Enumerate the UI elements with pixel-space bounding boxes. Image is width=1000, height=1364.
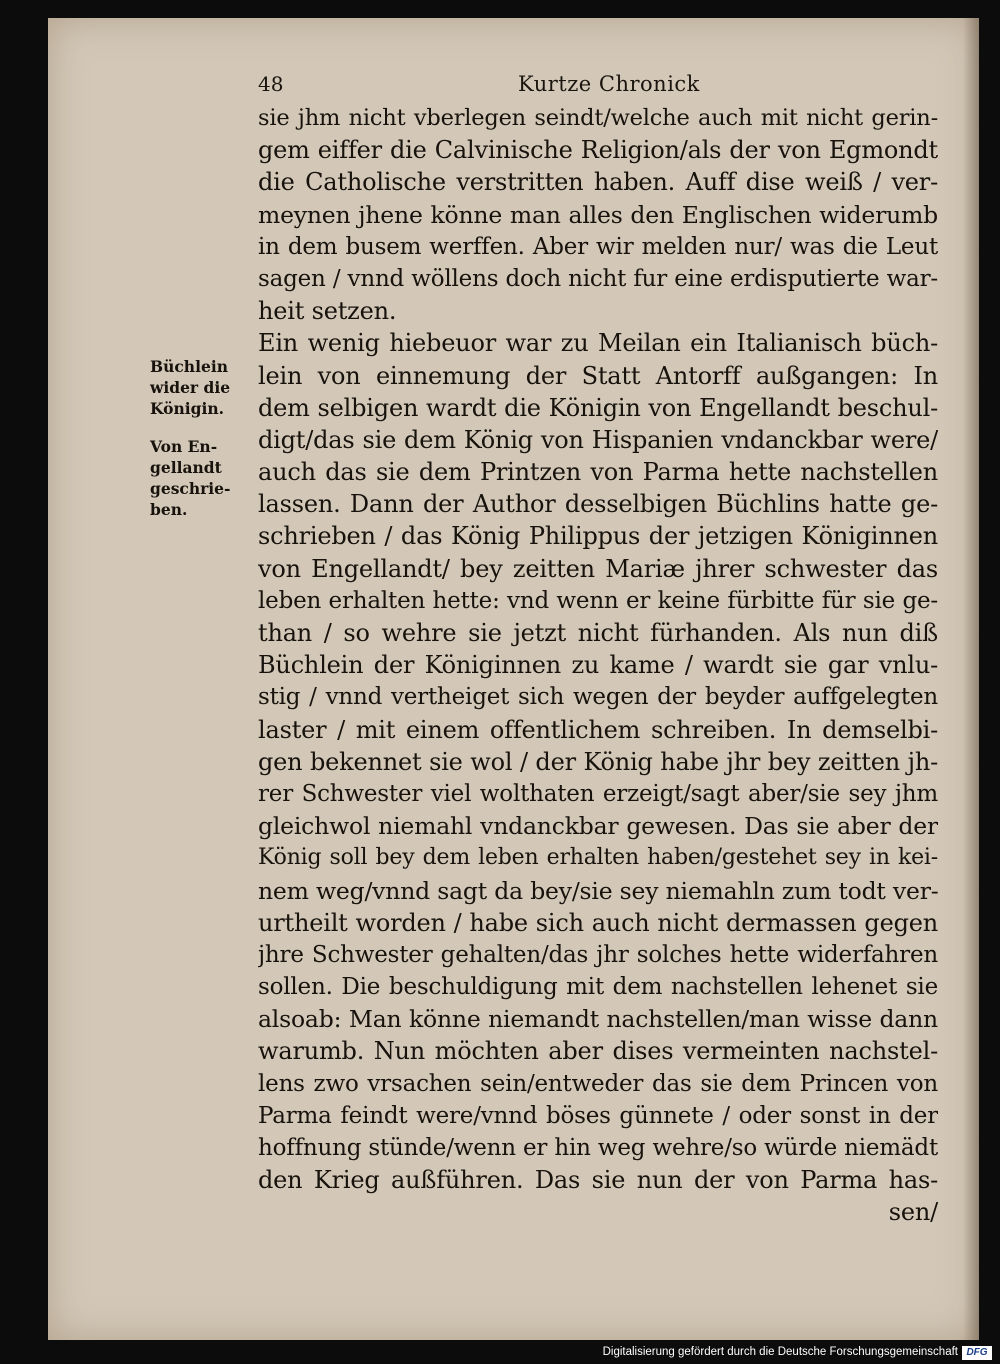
text-line: warumb. Nun möchten aber dises vermeinten nachstel- [258,1037,938,1066]
text-line: heit setzen. [258,297,397,326]
text-line: lens zwo vrsachen sein/entweder das sie dem Princen von [258,1070,938,1097]
text-line: lassen. Dann der Author desselbigen Büchlins hatte ge- [258,490,938,519]
text-line: alsoab: Man könne niemandt nachstellen/man wisse dann [258,1005,938,1034]
text-line: sollen. Die beschuldigung mit dem nachstellen lehenet sie [258,974,938,1001]
text-line: stig / vnnd vertheiget sich wegen der beyder auffgelegten [258,684,938,711]
text-line: urtheilt worden / habe sich auch nicht dermassen gegen [258,908,938,937]
text-line: schrieben / das König Philippus der jetzigen Königinnen [258,522,938,551]
margin-note-line: gellandt [150,458,222,477]
page-number: 48 [258,72,284,96]
text-line: König soll bey dem leben erhalten haben/gestehet sey in kei- [258,845,938,871]
book-page [48,18,979,1340]
margin-note-line: wider die [150,378,231,397]
margin-note-line: Büchlein [150,357,228,376]
text-line: meynen jhene könne man alles den Englischen widerumb [258,200,938,229]
text-line: den Krieg außführen. Das sie nun der von Parma has- [258,1166,938,1195]
text-line: in dem busem werffen. Aber wir melden nur/ was die Leut [258,233,938,260]
margin-note-1 [150,356,246,419]
text-line: gleichwol niemahl vndanckbar gewesen. Das sie aber der [258,812,938,841]
text-line: die Catholische verstritten haben. Auff dise weiß / ver- [258,168,938,197]
text-line: laster / mit einem offentlichem schreiben. In demselbi- [258,715,938,744]
text-line: sie jhm nicht vberlegen seindt/welche auch mit nicht gerin- [258,105,938,131]
running-title: Kurtze Chronick [518,72,700,96]
text-line: Parma feindt were/vnnd böses günnete / oder sonst in der [258,1102,938,1129]
dfg-logo-icon: DFG [962,1346,992,1360]
text-line: sagen / vnnd wöllens doch nicht fur eine erdisputierte war- [258,265,938,292]
digitization-credit: Digitalisierung gefördert durch die Deutsche Forschungsgemeinschaft [602,1346,958,1358]
text-line: gen bekennet sie wol / der König habe jhr bey zeitten jh- [258,747,938,776]
text-line: Ein wenig hiebeuor war zu Meilan ein Italianisch büch- [258,329,938,358]
margin-note-line: ben. [150,500,188,519]
text-line: auch das sie dem Printzen von Parma hette nachstellen [258,458,938,487]
body-text [258,102,938,1229]
text-line: nem weg/vnnd sagt da bey/sie sey niemahln zum todt ver- [258,876,938,905]
text-line: leben erhalten hette: vnd wenn er keine fürbitte für sie ge- [258,587,938,614]
text-line: lein von einnemung der Statt Antorff außgangen: In [258,361,938,390]
text-line: rer Schwester viel wolthaten erzeigt/sagt aber/sie sey jhm [258,780,938,807]
text-line: gem eiffer die Calvinische Religion/als der von Egmondt [258,136,938,165]
text-line: von Engellandt/ bey zeitten Mariæ jhrer schwester das [258,554,938,583]
margin-note-line: geschrie- [150,479,231,498]
margin-note-line: Von En- [150,437,218,456]
text-line: digt/das sie dem König von Hispanien vndanckbar were/ [258,425,938,454]
text-line: dem selbigen wardt die Königin von Engellandt beschul- [258,393,938,422]
text-line: Büchlein der Königinnen zu kame / wardt sie gar vnlu- [258,651,938,680]
page-header [48,72,979,102]
catchword: sen/ [888,1198,938,1227]
text-line: than / so wehre sie jetzt nicht fürhanden. Als nun diß [258,619,938,647]
text-line: hoffnung stünde/wenn er hin weg wehre/so würde niemädt [258,1135,938,1161]
text-line: jhre Schwester gehalten/das jhr solches hette widerfahren [258,941,938,968]
margin-note-line: Königin. [150,399,225,418]
footer-bar [0,1343,1000,1364]
margin-note-2 [150,436,246,520]
